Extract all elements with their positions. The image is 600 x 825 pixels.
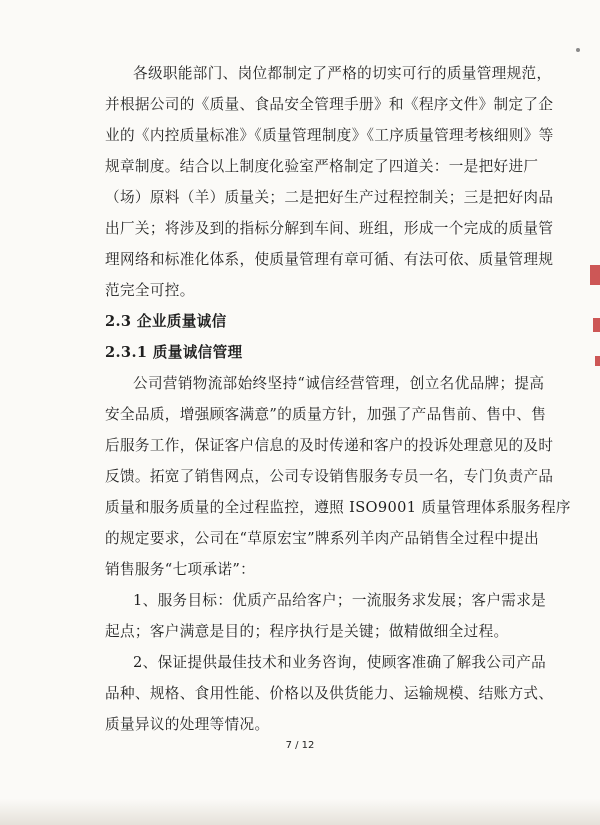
seal-edge-mark xyxy=(595,356,600,366)
paragraph-2-line: 反馈。拓宽了销售网点，公司专设销售服务专员一名，专门负责产品 xyxy=(105,468,554,485)
paragraph-1-line: 业的《内控质量标准》《质量管理制度》《工序质量管理考核细则》等 xyxy=(105,127,554,144)
paragraph-1-line: （场）原料（羊）质量关；二是把好生产过程控制关；三是把好肉品 xyxy=(105,189,554,206)
paragraph-1-line: 理网络和标准化体系，使质量管理有章可循、有法可依、质量管理规 xyxy=(105,251,554,268)
list-item-2-line: 2、保证提供最佳技术和业务咨询，使顾客准确了解我公司产品 xyxy=(133,654,547,671)
scan-bottom-shadow xyxy=(0,799,600,825)
scan-dot xyxy=(576,48,580,52)
paragraph-2-line: 公司营销物流部始终坚持“诚信经营管理，创立名优品牌；提高 xyxy=(133,375,545,392)
seal-edge-mark xyxy=(593,318,600,332)
paragraph-2-line: 质量和服务质量的全过程监控，遵照 ISO9001 质量管理体系服务程序 xyxy=(105,499,571,516)
list-item-1-line: 起点；客户满意是目的；程序执行是关键；做精做细全过程。 xyxy=(105,623,509,640)
paragraph-1-line: 各级职能部门、岗位都制定了严格的切实可行的质量管理规范， xyxy=(133,65,552,82)
paragraph-1-line: 并根据公司的《质量、食品安全管理手册》和《程序文件》制定了企 xyxy=(105,96,554,113)
page-number: 7 / 12 xyxy=(285,740,315,751)
seal-edge-mark xyxy=(590,265,600,285)
paragraph-2-line: 的规定要求，公司在“草原宏宝”牌系列羊肉产品销售全过程中提出 xyxy=(105,530,540,547)
subsection-heading: 2.3.1 质量诚信管理 xyxy=(105,344,243,361)
paragraph-1-line: 出厂关；将涉及到的指标分解到车间、班组，形成一个完成的质量管 xyxy=(105,220,554,237)
paragraph-1-line: 范完全可控。 xyxy=(105,282,195,299)
paragraph-2-line: 后服务工作，保证客户信息的及时传递和客户的投诉处理意见的及时 xyxy=(105,437,554,454)
list-item-2-line: 品种、规格、食用性能、价格以及供货能力、运输规模、结账方式、 xyxy=(105,685,554,702)
list-item-1-line: 1、服务目标：优质产品给客户；一流服务求发展；客户需求是 xyxy=(133,592,547,609)
paragraph-2-line: 销售服务“七项承诺”： xyxy=(105,561,256,578)
paragraph-1-line: 规章制度。结合以上制度化验室严格制定了四道关：一是把好进厂 xyxy=(105,158,539,175)
section-heading: 2.3 企业质量诚信 xyxy=(105,313,227,330)
paragraph-2-line: 安全品质，增强顾客满意”的质量方针，加强了产品售前、售中、售 xyxy=(105,406,547,423)
list-item-2-line: 质量异议的处理等情况。 xyxy=(105,716,270,733)
